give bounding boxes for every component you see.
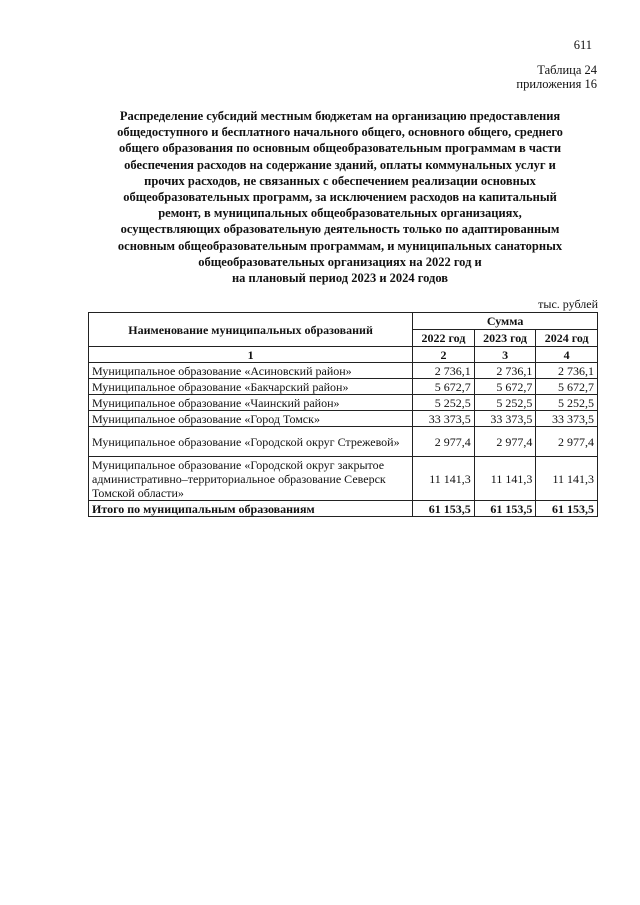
units-label: тыс. рублей: [538, 297, 598, 311]
title-line: ремонт, в муниципальных общеобразовательных организациях,: [158, 206, 522, 221]
value-2022: 2 736,1: [413, 363, 475, 379]
municipality-name: Муниципальное образование «Асиновский район»: [89, 363, 413, 379]
municipality-name: Муниципальное образование «Городской округ Стрежевой»: [89, 427, 413, 457]
value-2023: 2 977,4: [474, 427, 536, 457]
value-2024: 11 141,3: [536, 457, 598, 501]
table-row: [89, 363, 598, 379]
page-number: 611: [573, 38, 592, 52]
value-2023: 5 672,7: [474, 379, 536, 395]
total-2024: 61 153,5: [536, 501, 598, 517]
value-2024: 5 672,7: [536, 379, 598, 395]
column-number: 4: [536, 347, 598, 363]
table-label: Таблица 24: [537, 63, 597, 77]
title-line: основным общеобразовательным программам, и муниципальных санаторных: [117, 238, 563, 253]
value-2024: 2 736,1: [536, 363, 598, 379]
total-2023: 61 153,5: [474, 501, 536, 517]
title-line: общеобразовательных программ, за исключением расходов на капитальный: [123, 190, 557, 205]
title-line: обеспечения расходов на содержание зданий, оплаты коммунальных услуг и: [124, 157, 556, 172]
column-number: 1: [89, 347, 413, 363]
value-2022: 33 373,5: [413, 411, 475, 427]
value-2024: 2 977,4: [536, 427, 598, 457]
appendix-label: приложения 16: [516, 77, 597, 91]
title-line: общего образования по основным общеобразовательным программам в части: [118, 141, 562, 156]
value-2023: 2 736,1: [474, 363, 536, 379]
value-2024: 33 373,5: [536, 411, 598, 427]
municipality-name: Муниципальное образование «Бакчарский район»: [89, 379, 413, 395]
column-number: 3: [474, 347, 536, 363]
annex-reference: [516, 63, 597, 91]
title-line: общеобразовательных организациях на 2022 год и: [198, 254, 482, 269]
total-label: Итого по муниципальным образованиям: [89, 501, 413, 517]
title-line: на плановый период 2023 и 2024 годов: [231, 271, 449, 286]
title-line: общедоступного и бесплатного начального общего, основного общего, среднего: [117, 125, 563, 140]
header-name: Наименование муниципальных образований: [89, 313, 413, 347]
value-2022: 2 977,4: [413, 427, 475, 457]
value-2022: 11 141,3: [413, 457, 475, 501]
table-row: [89, 379, 598, 395]
subsidies-table: [88, 312, 598, 517]
title-line: Распределение субсидий местным бюджетам на организацию предоставления: [119, 109, 561, 123]
header-year: 2024 год: [536, 330, 598, 347]
table-row: [89, 411, 598, 427]
value-2023: 5 252,5: [474, 395, 536, 411]
value-2022: 5 252,5: [413, 395, 475, 411]
value-2023: 33 373,5: [474, 411, 536, 427]
title-line: прочих расходов, не связанных с обеспечением реализации основных: [144, 173, 536, 188]
header-year: 2023 год: [474, 330, 536, 347]
municipality-name: Муниципальное образование «Город Томск»: [89, 411, 413, 427]
column-number: 2: [413, 347, 475, 363]
value-2022: 5 672,7: [413, 379, 475, 395]
header-sum: Сумма: [413, 313, 598, 330]
total-row: [89, 501, 598, 517]
total-2022: 61 153,5: [413, 501, 475, 517]
table-row: [89, 427, 598, 457]
document-title: [88, 108, 592, 286]
municipality-name: Муниципальное образование «Городской округ закрытое административно–территориальное образование Северск Томской области»: [89, 457, 413, 501]
table-row: [89, 457, 598, 501]
title-line: осуществляющих образовательную деятельность только по адаптированным: [120, 222, 560, 237]
municipality-name: Муниципальное образование «Чаинский район»: [89, 395, 413, 411]
table-row: [89, 395, 598, 411]
header-year: 2022 год: [413, 330, 475, 347]
value-2023: 11 141,3: [474, 457, 536, 501]
value-2024: 5 252,5: [536, 395, 598, 411]
